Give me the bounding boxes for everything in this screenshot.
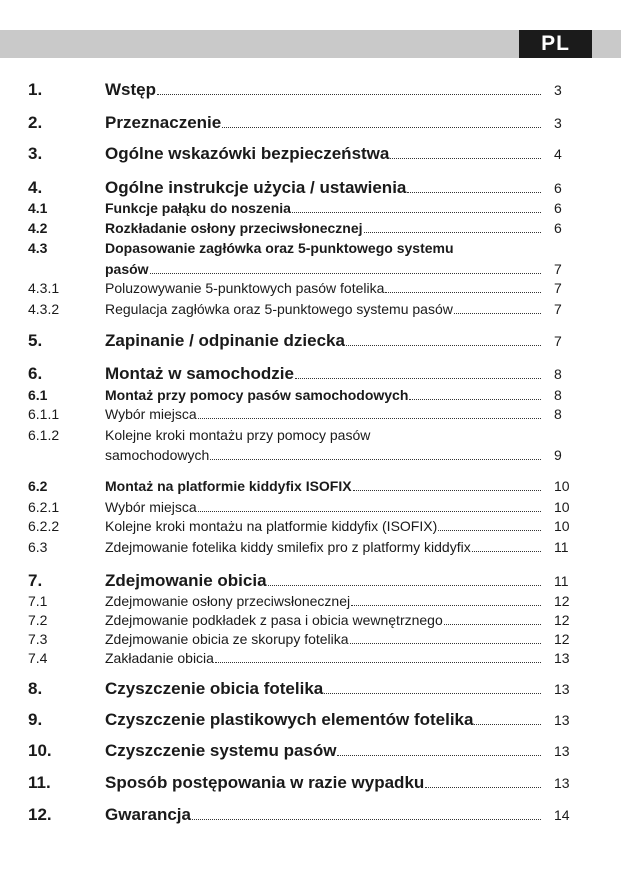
dot-leader bbox=[222, 126, 541, 128]
toc-entry[interactable] bbox=[0, 364, 621, 387]
toc-entry-title: Ogólne wskazówki bezpieczeństwa bbox=[105, 144, 390, 163]
dot-leader bbox=[350, 642, 541, 644]
toc-entry-number: 4.3.1 bbox=[28, 280, 60, 296]
dot-leader bbox=[409, 398, 541, 400]
toc-entry-number: 7.1 bbox=[28, 593, 48, 609]
toc-entry-page: 8 bbox=[554, 406, 562, 422]
toc-entry-title: Zdejmowanie podkładek z pasa i obicia wewnętrznego bbox=[105, 612, 443, 628]
toc-entry-title: Zdejmowanie fotelika kiddy smilefix pro z platformy kiddyfix bbox=[105, 539, 471, 555]
dot-leader bbox=[474, 723, 541, 725]
dot-leader bbox=[454, 312, 541, 314]
toc-entry-number: 6.1.2 bbox=[28, 427, 60, 443]
toc-entry[interactable] bbox=[0, 773, 621, 796]
toc-entry[interactable] bbox=[0, 539, 621, 559]
toc-entry-title: Funkcje pałąku do noszenia bbox=[105, 200, 291, 216]
dot-leader bbox=[390, 157, 541, 159]
toc-entry-number: 8. bbox=[28, 679, 43, 698]
toc-entry-page: 7 bbox=[554, 301, 562, 317]
toc-entry[interactable] bbox=[0, 679, 621, 702]
toc-entry-page: 3 bbox=[554, 115, 562, 131]
dot-leader bbox=[425, 786, 541, 788]
toc-entry-page: 13 bbox=[554, 712, 570, 728]
dot-leader bbox=[346, 344, 541, 346]
toc-entry[interactable] bbox=[0, 478, 621, 498]
toc-entry[interactable] bbox=[0, 805, 621, 828]
toc-entry-number: 4.2 bbox=[28, 220, 48, 236]
toc-entry-number: 4.3.2 bbox=[28, 301, 60, 317]
toc-entry-number: 6.2 bbox=[28, 478, 48, 494]
toc-entry-title: Kolejne kroki montażu przy pomocy pasów bbox=[105, 427, 371, 443]
toc-entry-title: Rozkładanie osłony przeciwsłonecznej bbox=[105, 220, 363, 236]
toc-entry-title: Przeznaczenie bbox=[105, 113, 222, 132]
language-badge: PL bbox=[519, 30, 592, 58]
toc-entry[interactable] bbox=[0, 280, 621, 300]
toc-entry[interactable] bbox=[0, 113, 621, 136]
toc-entry-number: 3. bbox=[28, 144, 43, 163]
toc-entry-title: Wstęp bbox=[105, 80, 156, 99]
toc-entry-title: Montaż przy pomocy pasów samochodowych bbox=[105, 387, 409, 403]
dot-leader bbox=[157, 93, 541, 95]
toc-entry-title: Zakładanie obicia bbox=[105, 650, 214, 666]
toc-entry[interactable] bbox=[0, 200, 621, 220]
toc-entry-title: Czyszczenie obicia fotelika bbox=[105, 679, 324, 698]
toc-entry-number: 6.1.1 bbox=[28, 406, 60, 422]
toc-entry-title: Kolejne kroki montażu na platformie kiddyfix (ISOFIX) bbox=[105, 518, 438, 534]
toc-entry-title: Zdejmowanie osłony przeciwsłonecznej bbox=[105, 593, 351, 609]
toc-entry-number: 6.3 bbox=[28, 539, 48, 555]
toc-entry-number: 4. bbox=[28, 178, 43, 197]
dot-leader bbox=[292, 211, 541, 213]
toc-entry-page: 4 bbox=[554, 146, 562, 162]
toc-entry-page: 7 bbox=[554, 261, 562, 277]
toc-entry-title: Zdejmowanie obicia ze skorupy fotelika bbox=[105, 631, 349, 647]
dot-leader bbox=[295, 377, 541, 379]
toc-entry-page: 13 bbox=[554, 775, 570, 791]
toc-entry-title: Sposób postępowania w razie wypadku bbox=[105, 773, 425, 792]
toc-entry-page: 13 bbox=[554, 743, 570, 759]
toc-entry-page: 13 bbox=[554, 650, 570, 666]
toc-entry-title: Poluzowywanie 5-punktowych pasów fotelika bbox=[105, 280, 385, 296]
toc-entry-title: Ogólne instrukcje użycia / ustawienia bbox=[105, 178, 407, 197]
toc-entry-page: 8 bbox=[554, 366, 562, 382]
toc-entry-number: 7.3 bbox=[28, 631, 48, 647]
toc-entry-number: 7. bbox=[28, 571, 43, 590]
dot-leader bbox=[215, 661, 541, 663]
toc-entry-page: 12 bbox=[554, 612, 570, 628]
toc-entry-page: 6 bbox=[554, 200, 562, 216]
toc-entry[interactable] bbox=[0, 499, 621, 519]
dot-leader bbox=[198, 510, 541, 512]
toc-entry[interactable] bbox=[0, 144, 621, 167]
dot-leader bbox=[353, 489, 541, 491]
toc-entry-number: 2. bbox=[28, 113, 43, 132]
dot-leader bbox=[472, 550, 541, 552]
toc-entry-title: Wybór miejsca bbox=[105, 499, 197, 515]
toc-entry-page: 12 bbox=[554, 631, 570, 647]
toc-entry-title: Czyszczenie systemu pasów bbox=[105, 741, 337, 760]
toc-entry-number: 9. bbox=[28, 710, 43, 729]
toc-entry-page: 11 bbox=[554, 539, 569, 555]
toc-entry-number: 5. bbox=[28, 331, 43, 350]
dot-leader bbox=[438, 529, 541, 531]
dot-leader bbox=[444, 623, 541, 625]
toc-entry[interactable] bbox=[0, 80, 621, 103]
dot-leader bbox=[351, 604, 541, 606]
dot-leader bbox=[364, 231, 541, 233]
toc-entry[interactable] bbox=[0, 220, 621, 240]
toc-entry-page: 12 bbox=[554, 593, 570, 609]
toc-entry-number: 6.1 bbox=[28, 387, 48, 403]
toc-entry-number: 11. bbox=[28, 773, 51, 792]
toc-entry-title: Gwarancja bbox=[105, 805, 191, 824]
toc-entry-page: 6 bbox=[554, 220, 562, 236]
toc-entry[interactable] bbox=[0, 631, 621, 651]
toc-entry-page: 14 bbox=[554, 807, 570, 823]
toc-entry-number: 4.1 bbox=[28, 200, 48, 216]
toc-entry[interactable] bbox=[0, 571, 621, 594]
toc-entry[interactable] bbox=[0, 710, 621, 733]
toc-entry-title: Regulacja zagłówka oraz 5-punktowego systemu pasów bbox=[105, 301, 453, 317]
toc-entry-number: 10. bbox=[28, 741, 52, 760]
toc-entry-number: 6. bbox=[28, 364, 43, 383]
toc-entry[interactable] bbox=[0, 650, 621, 670]
toc-entry-title: Montaż w samochodzie bbox=[105, 364, 294, 383]
dot-leader bbox=[198, 417, 541, 419]
toc-entry-title-continued: samochodowych bbox=[105, 447, 210, 463]
toc-entry-page: 7 bbox=[554, 333, 562, 349]
toc-entry[interactable] bbox=[0, 427, 621, 467]
toc-entry[interactable] bbox=[0, 593, 621, 613]
toc-entry-page: 6 bbox=[554, 180, 562, 196]
toc-entry-page: 7 bbox=[554, 280, 562, 296]
toc-entry-title-continued: pasów bbox=[105, 261, 149, 277]
dot-leader bbox=[150, 272, 541, 274]
toc-entry-page: 10 bbox=[554, 499, 570, 515]
toc-entry-title: Zapinanie / odpinanie dziecka bbox=[105, 331, 345, 350]
toc-entry-title: Wybór miejsca bbox=[105, 406, 197, 422]
dot-leader bbox=[337, 754, 541, 756]
toc-entry-number: 4.3 bbox=[28, 240, 48, 256]
toc-entry[interactable] bbox=[0, 406, 621, 426]
toc-entry-page: 9 bbox=[554, 447, 562, 463]
toc-entry[interactable] bbox=[0, 240, 621, 281]
toc-entry[interactable] bbox=[0, 178, 621, 201]
toc-entry-page: 10 bbox=[554, 518, 570, 534]
toc-entry-page: 10 bbox=[554, 478, 570, 494]
toc-entry[interactable] bbox=[0, 741, 621, 764]
toc-entry-title: Montaż na platformie kiddyfix ISOFIX bbox=[105, 478, 352, 494]
toc-entry[interactable] bbox=[0, 518, 621, 538]
dot-leader bbox=[268, 584, 541, 586]
toc-entry-title: Zdejmowanie obicia bbox=[105, 571, 267, 590]
toc-entry-page: 11 bbox=[554, 573, 569, 589]
toc-entry-title: Czyszczenie plastikowych elementów fotelika bbox=[105, 710, 474, 729]
toc-entry-number: 6.2.2 bbox=[28, 518, 60, 534]
toc-entry[interactable] bbox=[0, 331, 621, 354]
toc-entry-number: 7.4 bbox=[28, 650, 48, 666]
toc-entry[interactable] bbox=[0, 301, 621, 321]
toc-entry-number: 12. bbox=[28, 805, 52, 824]
toc-entry[interactable] bbox=[0, 612, 621, 632]
dot-leader bbox=[385, 291, 541, 293]
toc-entry-page: 3 bbox=[554, 82, 562, 98]
toc-entry[interactable] bbox=[0, 387, 621, 407]
dot-leader bbox=[192, 818, 541, 820]
dot-leader bbox=[210, 458, 541, 460]
dot-leader bbox=[407, 191, 541, 193]
toc-entry-page: 13 bbox=[554, 681, 570, 697]
toc-entry-title: Dopasowanie zagłówka oraz 5-punktowego systemu bbox=[105, 240, 454, 256]
toc-entry-page: 8 bbox=[554, 387, 562, 403]
dot-leader bbox=[324, 692, 541, 694]
toc-entry-number: 1. bbox=[28, 80, 43, 99]
toc-entry-number: 7.2 bbox=[28, 612, 48, 628]
toc-entry-number: 6.2.1 bbox=[28, 499, 60, 515]
